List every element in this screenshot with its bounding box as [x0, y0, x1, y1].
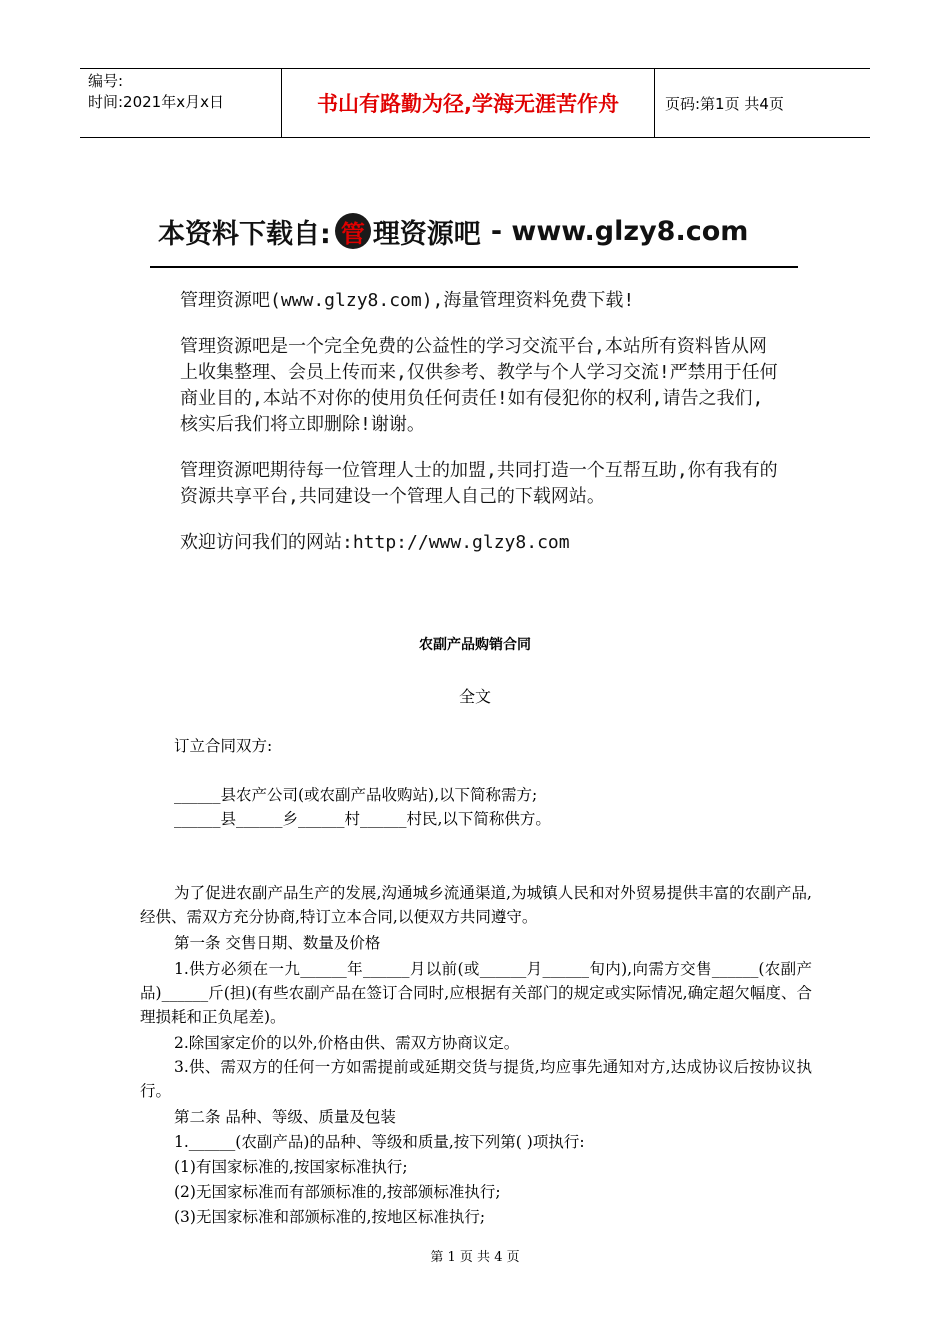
banner-site-name: 理资源吧: [372, 218, 481, 250]
banner-url: - www.glzy8.com: [490, 215, 749, 247]
header-page-info: 页码:第1页 共4页: [665, 94, 784, 113]
article-2-title: 第二条 品种、等级、质量及包装: [174, 1108, 396, 1126]
article-1-clause-1: 1.供方必须在一九______年______月以前(或______月______旬内),向需方交售______(农副产品)______斤(担)(有些农副产品在签订合同时,应根据有关部门的规定或实际情况,确定超欠幅度、合理损耗和正负尾差)。: [140, 960, 812, 1026]
article-2-item-3: (3)无国家标准和部颁标准的,按地区标准执行;: [174, 1208, 486, 1226]
header-meta: [80, 69, 282, 137]
banner-prefix: 本资料下载自:: [158, 218, 331, 250]
article-1-clause-3: 3.供、需双方的任何一方如需提前或延期交货与提货,均应事先通知对方,达成协议后按协议执行。: [140, 1058, 812, 1100]
document-header: [80, 68, 870, 138]
header-motto: 书山有路勤为径,学海无涯苦作舟: [282, 69, 655, 137]
site-logo-icon: 管: [335, 213, 371, 249]
number-label: 编号:: [88, 72, 124, 90]
article-1-title: 第一条 交售日期、数量及价格: [174, 934, 381, 952]
party-b: ______县______乡______村______村民,以下简称供方。: [174, 810, 551, 828]
preamble: 为了促进农副产品生产的发展,沟通城乡流通渠道,为城镇人民和对外贸易提供丰富的农副产品,经供、需双方充分协商,特订立本合同,以便双方共同遵守。: [140, 884, 812, 926]
article-1-clause-2: 2.除国家定价的以外,价格由供、需双方协商议定。: [174, 1034, 520, 1052]
banner-divider: [150, 266, 798, 268]
parties-label: 订立合同双方:: [174, 737, 273, 755]
page-footer: 第 1 页 共 4 页: [430, 1250, 520, 1265]
time-label: 时间:2021年x月x日: [88, 93, 224, 111]
download-banner: [158, 208, 748, 254]
party-a: ______县农产公司(或农副产品收购站),以下简称需方;: [174, 786, 538, 804]
article-2-item-2: (2)无国家标准而有部颁标准的,按部颁标准执行;: [174, 1183, 501, 1201]
intro-paragraph: 管理资源吧是一个完全免费的公益性的学习交流平台,本站所有资料皆从网上收集整理、会员上传而来,仅供参考、教学与个人学习交流!严禁用于任何商业目的,本站不对你的使用负任何责任!如有侵犯你的权利,请告之我们,核实后我们将立即删除!谢谢。: [180, 336, 778, 435]
intro-block: [180, 288, 780, 576]
intro-paragraph: 欢迎访问我们的网站:http://www.glzy8.com: [180, 532, 570, 553]
contract-title: 农副产品购销合同: [419, 637, 531, 653]
intro-paragraph: 管理资源吧期待每一位管理人士的加盟,共同打造一个互帮互助,你有我有的资源共享平台,共同建设一个管理人自己的下载网站。: [180, 460, 778, 507]
article-2-item-1: (1)有国家标准的,按国家标准执行;: [174, 1158, 408, 1176]
contract-subtitle: 全文: [458, 687, 491, 706]
intro-paragraph: 管理资源吧(www.glzy8.com),海量管理资料免费下载!: [180, 290, 635, 311]
article-2-clause-1: 1.______(农副产品)的品种、等级和质量,按下列第( )项执行:: [174, 1133, 585, 1151]
